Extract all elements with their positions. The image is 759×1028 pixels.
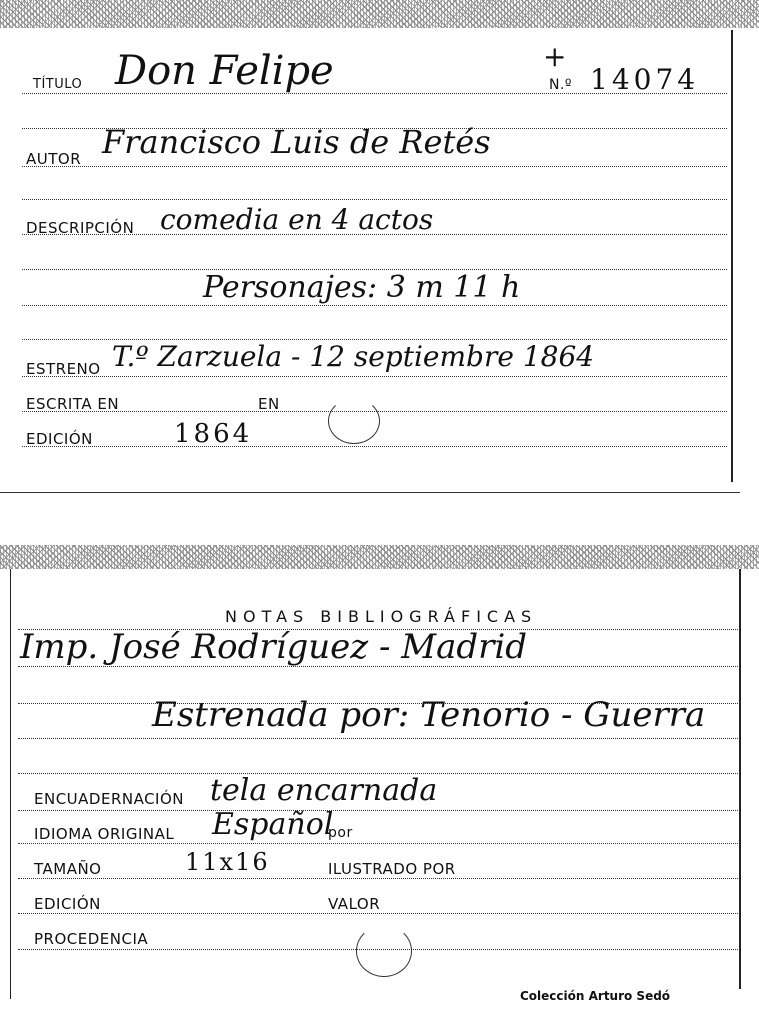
rule-line bbox=[18, 878, 738, 879]
value-edicion: 1864 bbox=[174, 419, 253, 449]
value-estreno: T.º Zarzuela - 12 septiembre 1864 bbox=[112, 340, 595, 373]
value-numero: 14074 bbox=[590, 63, 700, 96]
label-por: por bbox=[328, 825, 353, 841]
punch-hole-mark bbox=[356, 925, 412, 977]
card-left-border bbox=[10, 569, 11, 999]
rule-line bbox=[22, 446, 727, 447]
label-edicion: EDICIÓN bbox=[26, 430, 93, 448]
rule-line bbox=[18, 913, 738, 914]
catalog-card-bottom bbox=[0, 545, 740, 1015]
label-idioma-original: IDIOMA ORIGINAL bbox=[34, 825, 175, 843]
label-valor: VALOR bbox=[328, 895, 381, 913]
value-encuadernacion: tela encarnada bbox=[210, 773, 438, 808]
label-edicion-2: EDICIÓN bbox=[34, 895, 101, 913]
punch-hole-mark bbox=[328, 398, 380, 444]
note-line-2: Estrenada por: Tenorio - Guerra bbox=[152, 695, 706, 735]
value-autor: Francisco Luis de Retés bbox=[102, 123, 491, 161]
value-idioma-original: Español bbox=[212, 807, 334, 842]
card-top-edge bbox=[0, 0, 740, 28]
rule-line bbox=[22, 199, 727, 200]
card-bottom-edge bbox=[0, 492, 740, 493]
catalog-card-top bbox=[0, 0, 740, 492]
card-right-border bbox=[731, 30, 733, 482]
label-titulo: TÍTULO bbox=[33, 77, 83, 92]
collection-credit: Colección Arturo Sedó bbox=[520, 989, 671, 1003]
rule-line bbox=[18, 738, 738, 739]
label-escrita-en: ESCRITA EN bbox=[26, 395, 120, 413]
notas-heading: NOTAS BIBLIOGRÁFICAS bbox=[225, 607, 538, 626]
label-estreno: ESTRENO bbox=[26, 360, 101, 378]
rule-line bbox=[22, 166, 727, 167]
label-en: EN bbox=[258, 395, 280, 413]
rule-line bbox=[22, 305, 727, 306]
label-procedencia: PROCEDENCIA bbox=[34, 930, 149, 948]
value-personajes: Personajes: 3 m 11 h bbox=[203, 270, 521, 305]
value-tamano: 11x16 bbox=[185, 848, 270, 876]
note-line-1: Imp. José Rodríguez - Madrid bbox=[20, 627, 528, 667]
label-descripcion: DESCRIPCIÓN bbox=[26, 219, 135, 237]
cross-mark: + bbox=[543, 40, 567, 73]
rule-line bbox=[18, 810, 738, 811]
value-descripcion: comedia en 4 actos bbox=[160, 203, 434, 236]
card-right-border bbox=[739, 569, 741, 989]
label-encuadernacion: ENCUADERNACIÓN bbox=[34, 790, 185, 808]
label-numero: N.º bbox=[549, 77, 573, 93]
label-autor: AUTOR bbox=[26, 150, 82, 168]
rule-line bbox=[22, 376, 727, 377]
rule-line bbox=[18, 843, 738, 844]
value-titulo: Don Felipe bbox=[115, 48, 334, 94]
label-ilustrado-por: ILUSTRADO POR bbox=[328, 860, 456, 878]
label-tamano: TAMAÑO bbox=[34, 860, 102, 878]
